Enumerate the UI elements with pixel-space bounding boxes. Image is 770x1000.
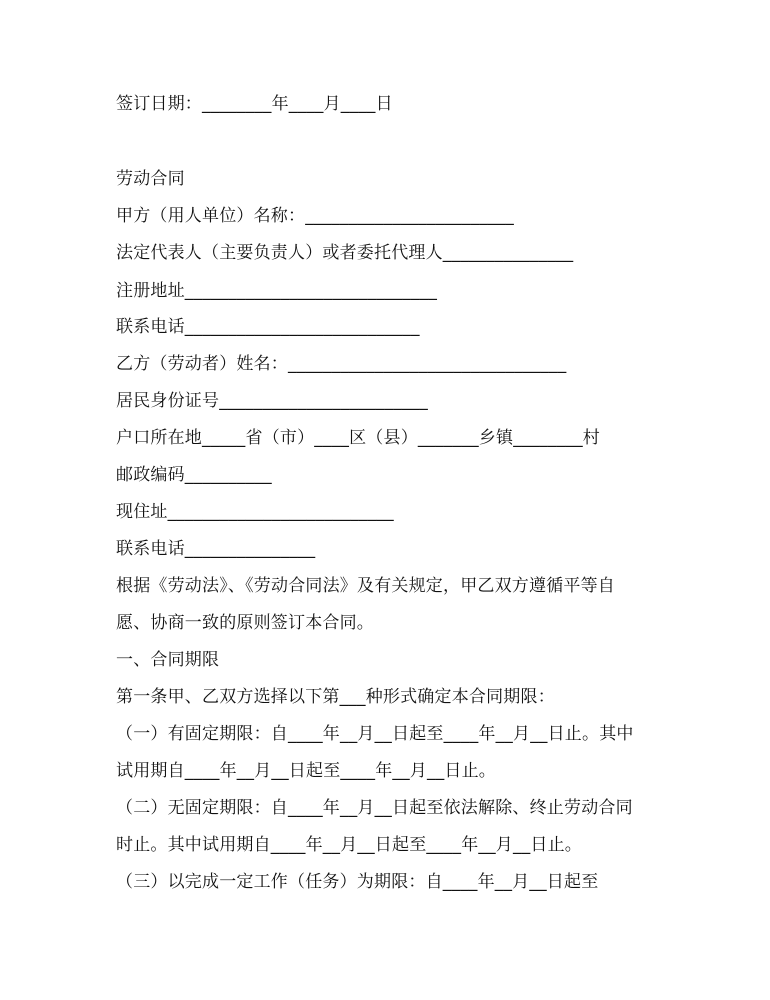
registered-address-line: 注册地址_____________________________: [116, 281, 438, 301]
section-1-heading: 一、合同期限: [116, 650, 220, 670]
task-term-line-1: （三）以完成一定工作（任务）为期限：自____年__月__日起至: [116, 872, 599, 892]
party-a-phone-line: 联系电话___________________________: [116, 317, 420, 337]
party-a-name-line: 甲方（用人单位）名称：________________________: [116, 206, 514, 226]
legal-representative-line: 法定代表人（主要负责人）或者委托代理人_______________: [116, 243, 574, 263]
party-b-name-line: 乙方（劳动者）姓名：________________________________: [116, 354, 567, 374]
intro-paragraph-line-2: 愿、协商一致的原则签订本合同。: [116, 613, 374, 633]
open-term-line-1: （二）无固定期限：自____年__月__日起至依法解除、终止劳动合同: [116, 798, 633, 818]
article-1-line: 第一条甲、乙双方选择以下第___种形式确定本合同期限：: [116, 687, 555, 707]
party-b-phone-line: 联系电话_______________: [116, 539, 316, 559]
intro-paragraph-line-1: 根据《劳动法》、《劳动合同法》及有关规定，甲乙双方遵循平等自: [116, 576, 615, 596]
postcode-line: 邮政编码__________: [116, 465, 272, 485]
sign-date-line: 签订日期：________年____月____日: [116, 94, 393, 114]
document-title: 劳动合同: [116, 169, 185, 189]
id-number-line: 居民身份证号________________________: [116, 391, 428, 411]
current-address-line: 现住址__________________________: [116, 502, 394, 522]
fixed-term-line-1: （一）有固定期限：自____年__月__日起至____年__月__日止。其中: [116, 724, 634, 744]
hukou-line: 户口所在地_____省（市）____区（县）_______乡镇________村: [116, 428, 600, 448]
open-term-line-2: 时止。其中试用期自____年__月__日起至____年__月__日止。: [116, 835, 582, 855]
fixed-term-line-2: 试用期自____年__月__日起至____年__月__日止。: [116, 761, 496, 781]
